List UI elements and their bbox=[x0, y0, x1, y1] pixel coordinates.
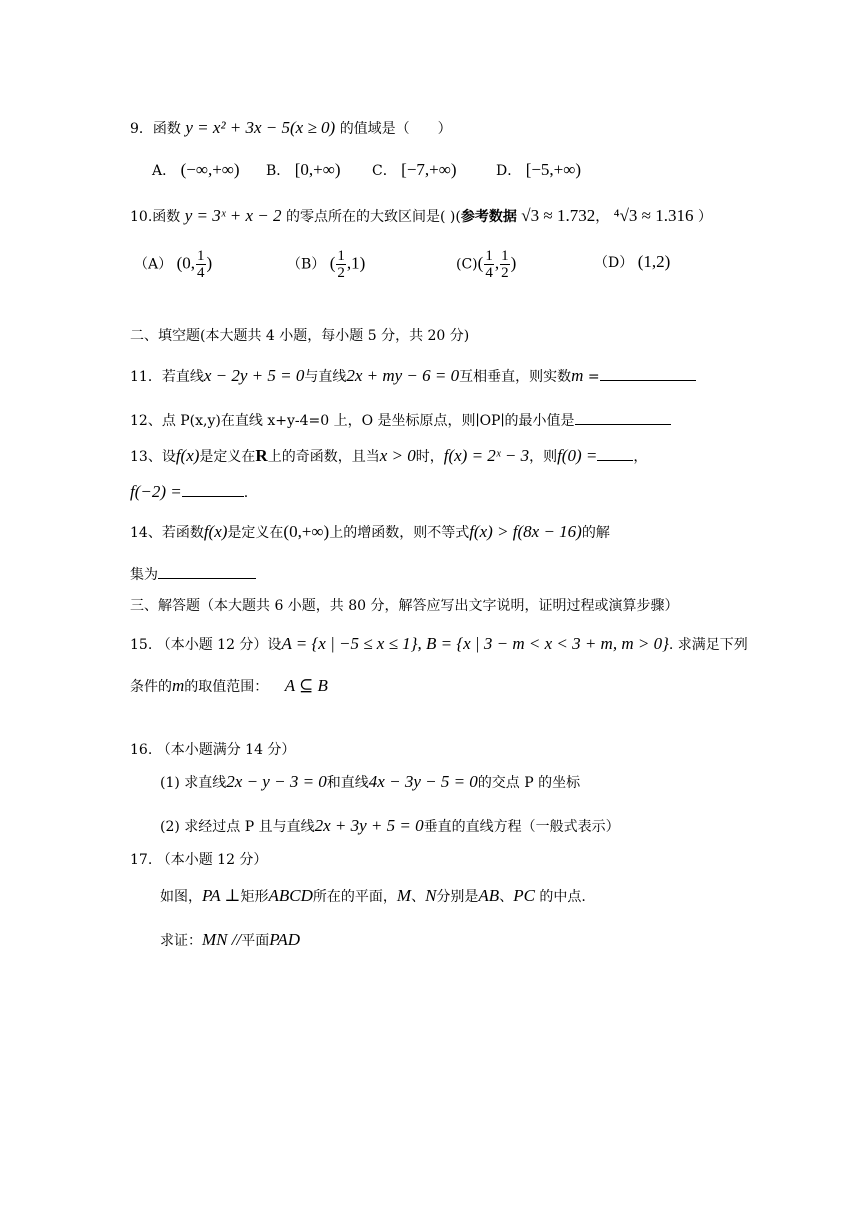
q10-option-c bbox=[456, 248, 516, 281]
question-14-line-2 bbox=[130, 564, 256, 585]
q14-text-c: 上的增函数，则不等式 bbox=[329, 525, 470, 541]
question-15 bbox=[130, 634, 748, 655]
fraction bbox=[484, 248, 494, 281]
question-14 bbox=[130, 522, 610, 543]
option-value: [0,+∞) bbox=[294, 160, 341, 179]
q14-text-b: 是定义在 bbox=[227, 525, 284, 541]
question-15-line-2 bbox=[130, 676, 328, 697]
q13-text-c: 上的奇函数，且当 bbox=[267, 449, 380, 465]
q12-text: 12、点 P(x,y)在直线 x+y-4=0 上，O 是坐标原点，则∣OP∣的最小值是 bbox=[130, 413, 575, 429]
q16-p2-a: (2) 求经过点 P 且与直线 bbox=[160, 819, 315, 835]
question-16-part-2 bbox=[160, 816, 620, 837]
q14-text-a: 14、若函数 bbox=[130, 525, 204, 541]
question-10 bbox=[130, 206, 712, 227]
q13-answer-blank-2[interactable] bbox=[182, 482, 244, 497]
q13-answer-blank-1[interactable] bbox=[597, 446, 633, 461]
q17-formula-1: PA ⊥ bbox=[202, 886, 241, 905]
q10-ref1: √3 ≈ 1.732 bbox=[521, 206, 596, 225]
question-11 bbox=[130, 366, 696, 387]
option-post: ) bbox=[510, 253, 517, 273]
q17-l1-d: 、 bbox=[411, 889, 426, 905]
q13-formula-3: f(x) = 2ˣ − 3 bbox=[443, 446, 530, 465]
option-sep: , bbox=[494, 253, 500, 273]
q14-answer-blank[interactable] bbox=[158, 564, 256, 579]
q13-formula-5: f(−2) = bbox=[130, 482, 182, 501]
option-pre: (0, bbox=[176, 253, 195, 273]
q13-text-a: 13、设 bbox=[130, 449, 176, 465]
option-pre: ( bbox=[329, 253, 336, 273]
q17-l1-b: 矩形 bbox=[240, 889, 269, 905]
q10-option-a bbox=[134, 248, 212, 281]
q9-tail: 的值域是（ ） bbox=[339, 121, 452, 137]
q17-l2-formula-1: MN // bbox=[202, 930, 242, 949]
q16-p1-a: (1) 求直线 bbox=[160, 775, 227, 791]
fraction bbox=[500, 248, 510, 281]
option-pre: ( bbox=[477, 253, 484, 273]
q14-formula-1: f(x) bbox=[203, 522, 228, 541]
q15-line2-a: 条件的 bbox=[130, 679, 172, 695]
question-17-line-1 bbox=[160, 886, 586, 907]
option-label: B． bbox=[266, 163, 291, 179]
q9-stem: 9．函数 bbox=[130, 121, 181, 137]
q10-ref-label: 参考数据 bbox=[460, 209, 517, 225]
q15-formula-2: m bbox=[172, 676, 185, 695]
q16-p2-b: 垂直的直线方程（一般式表示） bbox=[423, 819, 620, 835]
q12-answer-blank[interactable] bbox=[575, 410, 671, 425]
fraction-num: 1 bbox=[197, 248, 205, 264]
q16-p1-b: 和直线 bbox=[326, 775, 369, 791]
option-label: D． bbox=[496, 163, 522, 179]
fraction-den: 2 bbox=[501, 265, 509, 281]
option-label: （B） bbox=[287, 256, 326, 273]
option-label: （D） bbox=[594, 255, 634, 271]
q17-formula-3: M bbox=[396, 886, 412, 905]
q15-text-b: . 求满足下列 bbox=[668, 637, 748, 653]
q17-l2-formula-2: PAD bbox=[269, 930, 301, 949]
q11-formula-1: x − 2y + 5 = 0 bbox=[203, 366, 305, 385]
option-value: (−∞,+∞) bbox=[180, 160, 240, 179]
q13-formula-4: f(0) = bbox=[557, 446, 598, 465]
q9-formula: y = x² + 3x − 5(x ≥ 0) bbox=[185, 118, 336, 137]
q17-formula-5: AB bbox=[478, 886, 500, 905]
q17-l1-a: 如图， bbox=[160, 889, 202, 905]
fraction-den: 2 bbox=[337, 265, 345, 281]
q10-stem: 10.函数 bbox=[130, 209, 181, 225]
q11-text-c: 互相垂直，则实数 bbox=[459, 369, 572, 385]
option-value: (1,2) bbox=[637, 252, 671, 271]
q14-formula-3: f(x) > f(8x − 16) bbox=[469, 522, 582, 541]
q14-text-d: 的解 bbox=[581, 525, 610, 541]
question-17-line-2 bbox=[160, 930, 300, 951]
q17-l2-a: 求证： bbox=[160, 933, 202, 949]
option-label: (C) bbox=[456, 256, 478, 273]
q11-formula-3: m bbox=[571, 366, 584, 385]
q16-p1-formula-1: 2x − y − 3 = 0 bbox=[226, 772, 327, 791]
fraction-num: 1 bbox=[485, 248, 493, 264]
option-post: ) bbox=[206, 253, 213, 273]
option-label: A． bbox=[152, 163, 177, 179]
q15-line2-b: 的取值范围： bbox=[184, 679, 269, 695]
q13-formula-2: x > 0 bbox=[379, 446, 416, 465]
fraction bbox=[196, 248, 206, 281]
q16-p2-formula: 2x + 3y + 5 = 0 bbox=[314, 816, 424, 835]
q11-equals: = bbox=[587, 369, 600, 385]
q17-l1-g: 、 bbox=[499, 889, 514, 905]
question-16-part-1 bbox=[160, 772, 580, 793]
fraction-den: 4 bbox=[485, 265, 493, 281]
question-16-head: 16. （本小题满分 14 分） bbox=[130, 742, 296, 758]
fraction-num: 1 bbox=[337, 248, 345, 264]
q11-text-a: 11．若直线 bbox=[130, 369, 204, 385]
question-9 bbox=[130, 118, 452, 139]
q13-text-e: ，则 bbox=[529, 449, 558, 465]
q11-formula-2: 2x + my − 6 = 0 bbox=[346, 366, 460, 385]
q10-ref2: ⁴√3 ≈ 1.316 bbox=[613, 206, 694, 225]
q9-option-a bbox=[152, 160, 240, 181]
q11-text-b: 与直线 bbox=[304, 369, 347, 385]
question-13 bbox=[130, 446, 647, 467]
q17-l1-h: 的中点. bbox=[539, 889, 586, 905]
q17-formula-6: PC bbox=[513, 886, 535, 905]
q10-formula: y = 3ˣ + x − 2 bbox=[184, 206, 282, 225]
q9-option-c bbox=[372, 160, 457, 181]
q10-sep: ， bbox=[595, 209, 610, 225]
q15-formula-1: A = {x | −5 ≤ x ≤ 1}, B = {x | 3 − m < x < 3 + m, m > 0} bbox=[281, 634, 669, 653]
q10-option-b bbox=[287, 248, 365, 281]
option-label: C． bbox=[372, 163, 397, 179]
q13-text-b: 是定义在 bbox=[199, 449, 256, 465]
q10-option-d bbox=[594, 252, 670, 273]
option-label: （A） bbox=[134, 256, 173, 273]
option-value: [−5,+∞) bbox=[525, 160, 582, 179]
q16-p1-formula-2: 4x − 3y − 5 = 0 bbox=[368, 772, 478, 791]
q9-option-d bbox=[496, 160, 581, 181]
q16-p1-c: 的交点 P 的坐标 bbox=[477, 775, 581, 791]
question-17-head: 17. （本小题 12 分） bbox=[130, 852, 268, 868]
q9-option-b bbox=[266, 160, 341, 181]
q15-formula-3: A ⊆ B bbox=[284, 676, 328, 695]
q17-l1-c: 所在的平面， bbox=[312, 889, 397, 905]
option-value: [−7,+∞) bbox=[401, 160, 457, 179]
q13-text-d: 时， bbox=[415, 449, 444, 465]
q17-formula-4: N bbox=[425, 886, 437, 905]
section-3-heading: 三、解答题（本大题共 6 小题，共 80 分，解答应写出文字说明，证明过程或演算步骤） bbox=[130, 598, 679, 614]
option-post: ,1) bbox=[346, 253, 366, 273]
question-12 bbox=[130, 410, 671, 431]
fraction-den: 4 bbox=[197, 265, 205, 281]
q14-formula-2: (0,+∞) bbox=[283, 522, 330, 541]
fraction-num: 1 bbox=[501, 248, 509, 264]
q10-mid: 的零点所在的大致区间是( )( bbox=[285, 209, 461, 225]
q10-close: ） bbox=[697, 209, 712, 225]
q17-formula-2: ABCD bbox=[268, 886, 313, 905]
question-13-line-2 bbox=[130, 482, 248, 503]
q17-l1-e: 分别是 bbox=[436, 889, 479, 905]
q17-l2-b: 平面 bbox=[241, 933, 270, 949]
q13-real-set: R bbox=[255, 446, 268, 465]
fraction bbox=[336, 248, 346, 281]
q13-end: . bbox=[243, 485, 249, 501]
q14-line2-text: 集为 bbox=[130, 567, 158, 583]
q13-formula-1: f(x) bbox=[175, 446, 200, 465]
q13-text-f: ， bbox=[633, 449, 648, 465]
q11-answer-blank[interactable] bbox=[600, 366, 696, 381]
section-2-heading: 二、填空题(本大题共 4 小题，每小题 5 分，共 20 分) bbox=[130, 328, 470, 344]
q15-text-a: 15. （本小题 12 分）设 bbox=[130, 637, 282, 653]
